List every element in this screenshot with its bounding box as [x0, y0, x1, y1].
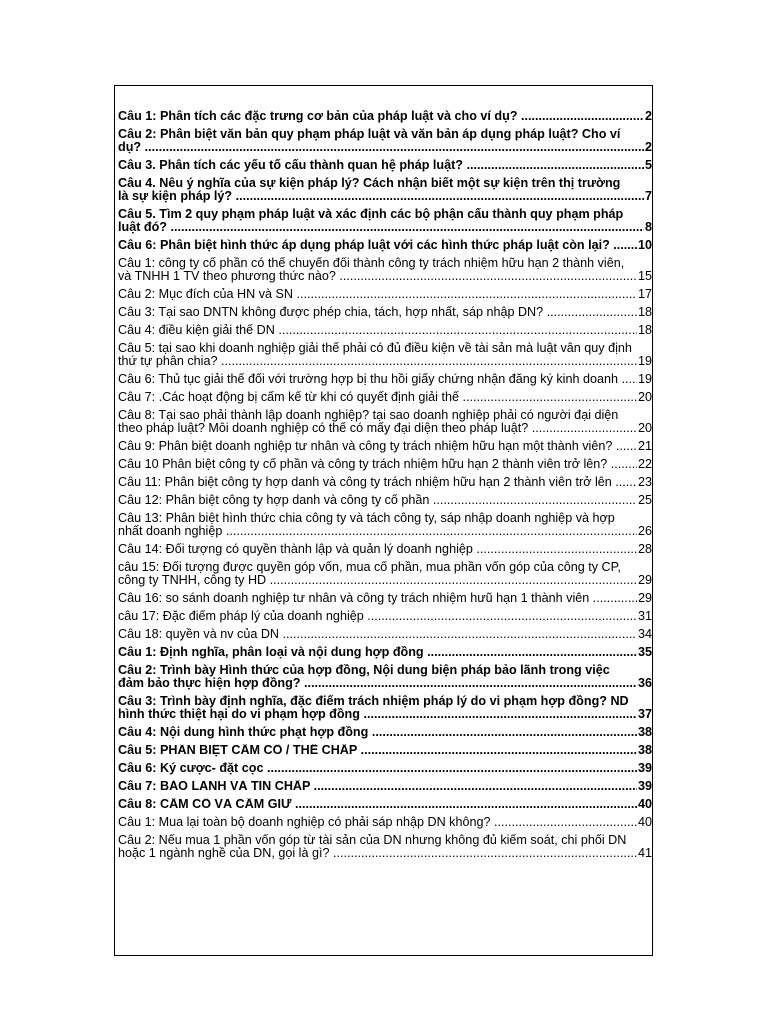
table-of-contents — [118, 110, 652, 865]
toc-entry-title-line: Câu 4. Nêu ý nghĩa của sự kiện pháp lý? Cách nhận biết một sự kiện trên thị trường — [118, 177, 621, 190]
toc-entry-title: và TNHH 1 TV theo phương thức nào? ..... — [118, 270, 637, 283]
toc-entry-title: Câu 9: Phân biệt doanh nghiệp tư nhân và công ty trách nhiệm hữu hạn một thành viên? ..... — [118, 440, 637, 453]
toc-entry-title: thứ tự phân chia? ..... — [118, 355, 637, 368]
toc-entry-title: Câu 3. Phân tích các yếu tố cấu thành quan hệ pháp luật? ..... — [118, 159, 644, 172]
toc-entry[interactable] — [118, 391, 652, 404]
toc-page-number: 34 — [637, 627, 652, 641]
toc-entry[interactable] — [118, 628, 652, 641]
toc-page-number: 35 — [637, 645, 652, 659]
toc-page-number: 38 — [637, 725, 652, 739]
toc-entry[interactable] — [118, 239, 652, 252]
toc-entry-title: Câu 16: so sánh doanh nghiệp tư nhân và công ty trách nhiệm hưũ hạn 1 thành viên ..... — [118, 592, 637, 605]
toc-entry[interactable] — [118, 288, 652, 301]
toc-entry[interactable] — [118, 762, 652, 775]
toc-entry[interactable] — [118, 744, 652, 757]
toc-entry[interactable] — [118, 324, 652, 337]
toc-page-number: 19 — [637, 354, 652, 368]
toc-entry[interactable] — [118, 110, 652, 123]
toc-entry-title: hoặc 1 ngành nghề của DN, gọi là gì? ..... — [118, 847, 637, 860]
toc-entry[interactable] — [118, 834, 652, 860]
toc-page-number: 18 — [637, 323, 652, 337]
toc-page-number: 29 — [637, 591, 652, 605]
toc-page-number: 26 — [637, 524, 652, 538]
toc-page-number: 23 — [637, 475, 652, 489]
toc-page-number: 41 — [637, 846, 652, 860]
toc-page-number: 20 — [637, 390, 652, 404]
toc-entry-title: Câu 3: Tại sao DNTN không được phép chia, tách, hợp nhất, sáp nhập DN? ..... — [118, 306, 637, 319]
toc-entry-title-line: Câu 2: Nếu mua 1 phần vốn góp từ tài sản của DN nhưng không đủ kiểm soát, chi phối DN — [118, 834, 627, 847]
toc-entry[interactable] — [118, 128, 652, 154]
toc-entry[interactable] — [118, 646, 652, 659]
toc-entry-title: Câu 4: điều kiện giải thể DN ..... — [118, 324, 637, 337]
toc-entry-title: Câu 12: Phân biệt công ty hợp danh và công ty cổ phần ..... — [118, 494, 637, 507]
toc-entry-title: Câu 14: Đối tượng có quyền thành lập và quản lý doanh nghiệp ..... — [118, 543, 637, 556]
toc-page-number: 5 — [644, 158, 652, 172]
toc-entry-title: Câu 7: .Các hoạt động bị cấm kể từ khi có quyết định giải thể ..... — [118, 391, 637, 404]
toc-page-number: 17 — [637, 287, 652, 301]
toc-entry[interactable] — [118, 780, 652, 793]
toc-entry[interactable] — [118, 342, 652, 368]
toc-page-number: 20 — [637, 421, 652, 435]
toc-entry[interactable] — [118, 494, 652, 507]
toc-page-number: 40 — [637, 815, 652, 829]
toc-entry-title: công ty TNHH, công ty HD ..... — [118, 574, 637, 587]
toc-entry[interactable] — [118, 177, 652, 203]
toc-entry[interactable] — [118, 798, 652, 811]
toc-entry-title-line: câu 15: Đối tượng được quyền góp vốn, mua cổ phần, mua phần vốn góp của công ty CP, — [118, 561, 621, 574]
toc-entry-title-line: Câu 2: Trình bày Hình thức của hợp đồng, Nội dung biện pháp bảo lãnh trong việc — [118, 664, 610, 677]
toc-entry[interactable] — [118, 816, 652, 829]
toc-page-number: 21 — [637, 439, 652, 453]
toc-entry-title-line: Câu 13: Phân biệt hình thức chia công ty và tách công ty, sáp nhập doanh nghiệp và hợp — [118, 512, 615, 525]
toc-entry-title: luật đó? ..... — [118, 221, 644, 234]
toc-entry[interactable] — [118, 458, 652, 471]
toc-entry-title-line: Câu 3: Trình bày định nghĩa, đặc điểm trách nhiệm pháp lý do vi phạm hợp đồng? ND — [118, 695, 629, 708]
toc-entry[interactable] — [118, 592, 652, 605]
toc-entry-title: Câu 5: PHÂN BIỆT CẦM CỐ / THẾ CHẤP ..... — [118, 744, 637, 757]
toc-entry-title-line: Câu 8: Tại sao phải thành lập doanh nghiệp? tại sao doanh nghiệp phải có người đại diện — [118, 409, 619, 422]
toc-entry-title: đảm bảo thực hiện hợp đồng? ..... — [118, 677, 637, 690]
toc-entry[interactable] — [118, 664, 652, 690]
toc-page-number: 36 — [637, 676, 652, 690]
toc-page-number: 39 — [637, 761, 652, 775]
toc-page-number: 10 — [637, 238, 652, 252]
toc-entry-title: Câu 1: Phân tích các đặc trưng cơ bản của pháp luật và cho ví dụ? ..... — [118, 110, 644, 123]
toc-entry-title: theo pháp luật? Mỗi doanh nghiệp có thể có mấy đại diện theo pháp luật? ..... — [118, 422, 637, 435]
toc-entry[interactable] — [118, 159, 652, 172]
toc-entry-title: Câu 7: BẢO LÃNH VÀ TÍN CHẤP ..... — [118, 780, 637, 793]
toc-entry[interactable] — [118, 512, 652, 538]
toc-entry[interactable] — [118, 440, 652, 453]
toc-entry-title: Câu 1: Mua lại toàn bộ doanh nghiệp có phải sáp nhập DN không? ..... — [118, 816, 637, 829]
toc-entry-title: câu 17: Đặc điểm pháp lý của doanh nghiệp ..... — [118, 610, 637, 623]
toc-entry[interactable] — [118, 257, 652, 283]
toc-page-number: 31 — [637, 609, 652, 623]
toc-entry-title-line: Câu 1: công ty cổ phần có thể chuyển đổi thành công ty trách nhiệm hữu hạn 2 thành viên, — [118, 257, 625, 270]
toc-entry[interactable] — [118, 561, 652, 587]
toc-page-number: 37 — [637, 707, 652, 721]
toc-entry[interactable] — [118, 409, 652, 435]
toc-page-number: 40 — [637, 797, 652, 811]
toc-entry-title: Câu 6: Phân biệt hình thức áp dụng pháp luật với các hình thức pháp luật còn lại? ..... — [118, 239, 637, 252]
toc-entry-title: Câu 18: quyền và nv của DN ..... — [118, 628, 637, 641]
toc-entry-title-line: Câu 5: tại sao khi doanh nghiệp giải thể phải có đủ điều kiện về tài sản mà luật vẫn quy định — [118, 342, 632, 355]
toc-page-number: 15 — [637, 269, 652, 283]
toc-entry[interactable] — [118, 306, 652, 319]
toc-entry-title: dụ? ..... — [118, 141, 644, 154]
toc-entry-title: Câu 4: Nội dung hình thức phạt hợp đồng ..... — [118, 726, 637, 739]
toc-page-number: 25 — [637, 493, 652, 507]
toc-page-number: 29 — [637, 573, 652, 587]
toc-entry-title: Câu 2: Mục đích của HN và SN ..... — [118, 288, 637, 301]
toc-page-number: 18 — [637, 305, 652, 319]
toc-page-number: 8 — [644, 220, 652, 234]
toc-entry[interactable] — [118, 543, 652, 556]
toc-page-number: 38 — [637, 743, 652, 757]
toc-entry-title: nhất doanh nghiệp ..... — [118, 525, 637, 538]
toc-entry-title: hình thức thiệt hại do vi phạm hợp đồng ..... — [118, 708, 637, 721]
toc-entry[interactable] — [118, 208, 652, 234]
toc-page-number: 39 — [637, 779, 652, 793]
toc-page-number: 7 — [644, 189, 652, 203]
toc-entry[interactable] — [118, 476, 652, 489]
toc-entry-title: Câu 6: Ký cược- đặt cọc ..... — [118, 762, 637, 775]
toc-page-number: 28 — [637, 542, 652, 556]
toc-entry-title-line: Câu 5. Tìm 2 quy phạm pháp luật và xác định các bộ phận cấu thành quy phạm pháp — [118, 208, 624, 221]
toc-entry[interactable] — [118, 726, 652, 739]
toc-entry-title: Câu 8: CẦM CỐ VÀ CẦM GIỮ ..... — [118, 798, 637, 811]
toc-page-number: 22 — [637, 457, 652, 471]
toc-entry[interactable] — [118, 695, 652, 721]
toc-entry-title: Câu 1: Định nghĩa, phân loại và nội dung hợp đồng ..... — [118, 646, 637, 659]
toc-page-number: 2 — [644, 109, 652, 123]
toc-entry-title: Câu 11: Phân biệt công ty hợp danh và công ty trách nhiệm hữu hạn 2 thành viên trở lên ..... — [118, 476, 637, 489]
toc-entry-title-line: Câu 2: Phân biệt văn bản quy phạm pháp luật và văn bản áp dụng pháp luật? Cho ví — [118, 128, 621, 141]
toc-entry[interactable] — [118, 610, 652, 623]
toc-entry-title: là sự kiện pháp lý? ..... — [118, 190, 644, 203]
toc-entry-title: Câu 6: Thủ tục giải thể đối với trường hợp bị thu hồi giấy chứng nhận đăng ký kinh doanh ..... — [118, 373, 637, 386]
toc-page-number: 19 — [637, 372, 652, 386]
toc-entry[interactable] — [118, 373, 652, 386]
toc-page-number: 2 — [644, 140, 652, 154]
toc-entry-title: Câu 10 Phân biệt công ty cổ phần và công ty trách nhiệm hữu hạn 2 thành viên trở lên? ..... — [118, 458, 637, 471]
